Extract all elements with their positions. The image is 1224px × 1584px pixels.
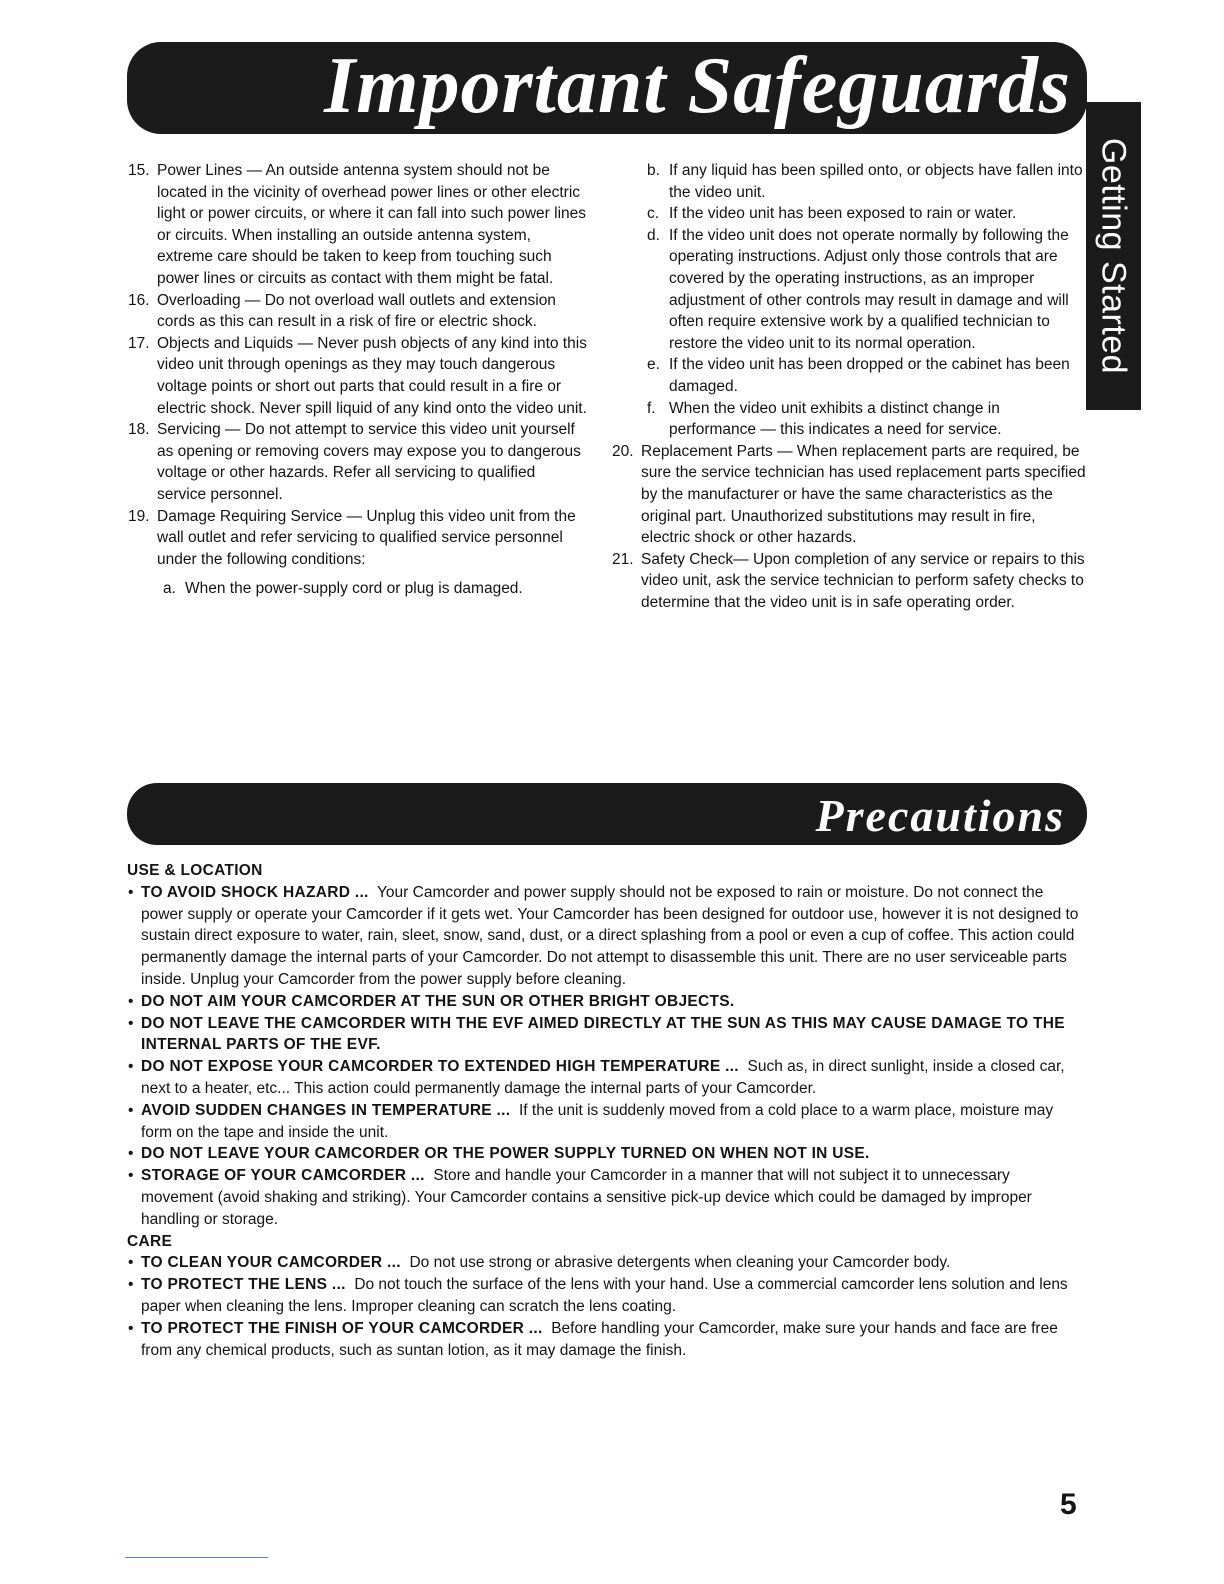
precaution-item xyxy=(127,1013,1083,1057)
item-number: 20. xyxy=(612,442,634,460)
precaution-item xyxy=(127,882,1083,991)
care-heading: CARE xyxy=(127,1232,173,1250)
precautions-banner xyxy=(127,783,1087,845)
precaution-item xyxy=(127,1143,1083,1165)
bullet-icon: • xyxy=(128,1101,134,1119)
condition-letter: b. xyxy=(647,162,660,179)
condition-letter: e. xyxy=(647,356,660,374)
page-number: 5 xyxy=(1060,1488,1077,1521)
condition-item-e xyxy=(612,354,1086,397)
item-text: Overloading — Do not overload wall outlets and extension cords as this can result in a risk of fire or electric shock. xyxy=(157,291,556,331)
item-text: Safety Check— Upon completion of any service or repairs to this video unit, ask the service technician to perform safety checks to determine that the video unit is in safe operating order. xyxy=(641,550,1085,611)
item-number: 18. xyxy=(128,421,150,439)
precaution-lead: AVOID SUDDEN CHANGES IN TEMPERATURE ... xyxy=(141,1101,511,1119)
condition-item-a xyxy=(128,578,588,600)
care-item xyxy=(127,1318,1083,1362)
precaution-lead: DO NOT AIM YOUR CAMCORDER AT THE SUN OR OTHER BRIGHT OBJECTS. xyxy=(141,992,735,1010)
bullet-icon: • xyxy=(128,1014,134,1032)
item-number: 19. xyxy=(128,507,150,525)
safeguard-item-18 xyxy=(128,419,588,505)
precaution-item xyxy=(127,1056,1083,1100)
safeguard-item-15 xyxy=(128,160,588,290)
condition-text: When the power-supply cord or plug is damaged. xyxy=(185,580,523,598)
precaution-lead: TO CLEAN YOUR CAMCORDER ... xyxy=(141,1254,401,1272)
care-item xyxy=(127,1252,1083,1274)
precaution-text: Do not touch the surface of the lens with your hand. Use a commercial camcorder lens solution and lens paper when cleaning the lens. Improper cleaning can scratch the lens coating. xyxy=(141,1276,1068,1315)
precaution-item xyxy=(127,991,1083,1013)
item-number: 15. xyxy=(128,162,150,179)
bullet-icon: • xyxy=(128,1058,134,1076)
precaution-lead: DO NOT LEAVE THE CAMCORDER WITH THE EVF AIMED DIRECTLY AT THE SUN AS THIS MAY CAUSE DAMAGE TO THE INTERNAL PARTS OF THE EVF. xyxy=(141,1014,1065,1054)
care-item xyxy=(127,1274,1083,1318)
footer-rule xyxy=(125,1557,268,1558)
item-number: 21. xyxy=(612,550,634,568)
precaution-text: Such as, in direct sunlight, inside a closed car, next to a heater, etc... This action could permanently damage the internal parts of your Camcorder. xyxy=(141,1058,1065,1097)
item-number: 17. xyxy=(128,334,150,352)
bullet-icon: • xyxy=(128,883,134,901)
precaution-text: Your Camcorder and power supply should not be exposed to rain or moisture. Do not connect the power supply or operate your Camcorder if it gets wet. Your Camcorder has been designed for outdoor use, however it is not designed to sustain direct exposure to water, rain, sleet, snow, sand, dust, or a direct splashing from a pool or even a cup of coffee. This action could permanently damage the internal parts of your Camcorder. Do not attempt to disassemble this unit. There are no user serviceable parts inside. Unplug your Camcorder from the power supply before cleaning. xyxy=(141,883,1079,988)
precautions-title: Precautions xyxy=(815,790,1065,841)
precaution-lead: STORAGE OF YOUR CAMCORDER ... xyxy=(141,1167,425,1185)
use-location-heading: USE & LOCATION xyxy=(127,862,263,879)
item-number: 16. xyxy=(128,291,150,309)
bullet-icon: • xyxy=(128,1254,134,1272)
safeguard-item-17 xyxy=(128,333,588,419)
condition-letter: a. xyxy=(163,580,176,598)
bullet-icon: • xyxy=(128,1319,134,1337)
condition-letter: f. xyxy=(647,399,656,417)
bullet-icon: • xyxy=(128,1145,134,1163)
condition-letter: c. xyxy=(647,205,660,223)
precaution-lead: TO AVOID SHOCK HAZARD ... xyxy=(141,883,369,901)
precaution-lead: DO NOT EXPOSE YOUR CAMCORDER TO EXTENDED HIGH TEMPERATURE ... xyxy=(141,1058,739,1076)
precaution-item xyxy=(127,1100,1083,1144)
item-text: Objects and Liquids — Never push objects of any kind into this video unit through openings as they may touch dangerous voltage points or short out parts that could result in a fire or electric shock. Never spill liquid of any kind onto the video unit. xyxy=(157,334,587,417)
safeguard-item-21 xyxy=(612,549,1086,614)
side-tab-label: Getting Started xyxy=(1094,137,1133,375)
condition-text: If the video unit does not operate normally by following the operating instructions. Adjust only those controls that are covered by the operating instructions, as an improper adjustment of other controls may result in damage and will often require extensive work by a qualified technician to restore the video unit to its normal operation. xyxy=(669,226,1069,352)
safeguard-item-20 xyxy=(612,441,1086,549)
precautions-section xyxy=(127,860,1083,1361)
condition-text: If the video unit has been exposed to rain or water. xyxy=(669,205,1017,223)
precaution-item xyxy=(127,1165,1083,1230)
important-safeguards-banner xyxy=(127,42,1087,134)
condition-text: When the video unit exhibits a distinct change in performance — this indicates a need for service. xyxy=(669,399,1002,439)
safeguard-item-19 xyxy=(128,506,588,571)
page-title: Important Safeguards xyxy=(324,42,1071,130)
condition-text: If the video unit has been dropped or the cabinet has been damaged. xyxy=(669,356,1070,395)
safeguards-right-column xyxy=(612,160,1086,613)
condition-item-f xyxy=(612,398,1086,441)
bullet-icon: • xyxy=(128,1167,134,1185)
precaution-text: Do not use strong or abrasive detergents when cleaning your Camcorder body. xyxy=(409,1254,951,1272)
condition-text: If any liquid has been spilled onto, or objects have fallen into the video unit. xyxy=(669,162,1083,201)
condition-item-b xyxy=(612,160,1086,203)
bullet-icon: • xyxy=(128,992,134,1010)
precaution-text: Before handling your Camcorder, make sure your hands and face are free from any chemical products, such as suntan lotion, as it may damage the finish. xyxy=(141,1319,1058,1359)
item-text: Power Lines — An outside antenna system should not be located in the vicinity of overhead power lines or other electric light or power circuits, or where it can fall into such power lines or circuits. When installing an outside antenna system, extreme care should be taken to keep from touching such power lines or circuits as contact with them might be fatal. xyxy=(157,162,587,287)
safeguard-item-16 xyxy=(128,290,588,333)
item-text: Replacement Parts — When replacement parts are required, be sure the service technician has used replacement parts specified by the manufacturer or have the same characteristics as the original part. Unauthorized substitutions may result in fire, electric shock or other hazards. xyxy=(641,442,1086,547)
precaution-text: If the unit is suddenly moved from a cold place to a warm place, moisture may form on the tape and inside the unit. xyxy=(141,1101,1054,1141)
precaution-text: Store and handle your Camcorder in a manner that will not subject it to unnecessary movement (avoid shaking and striking). Your Camcorder contains a sensitive pick-up device which could be damaged by improper handling or storage. xyxy=(141,1167,1032,1228)
condition-letter: d. xyxy=(647,226,660,244)
condition-item-d xyxy=(612,225,1086,355)
condition-item-c xyxy=(612,203,1086,225)
item-text: Damage Requiring Service — Unplug this video unit from the wall outlet and refer servicing to qualified service personnel under the following conditions: xyxy=(157,507,576,568)
safeguards-left-column xyxy=(128,160,588,600)
precaution-lead: DO NOT LEAVE YOUR CAMCORDER OR THE POWER SUPPLY TURNED ON WHEN NOT IN USE. xyxy=(141,1145,870,1163)
bullet-icon: • xyxy=(128,1276,134,1294)
precaution-lead: TO PROTECT THE FINISH OF YOUR CAMCORDER ... xyxy=(141,1319,543,1337)
precaution-lead: TO PROTECT THE LENS ... xyxy=(141,1276,346,1294)
item-text: Servicing — Do not attempt to service this video unit yourself as opening or removing covers may expose you to dangerous voltage or other hazards. Refer all servicing to qualified service personnel. xyxy=(157,421,581,503)
